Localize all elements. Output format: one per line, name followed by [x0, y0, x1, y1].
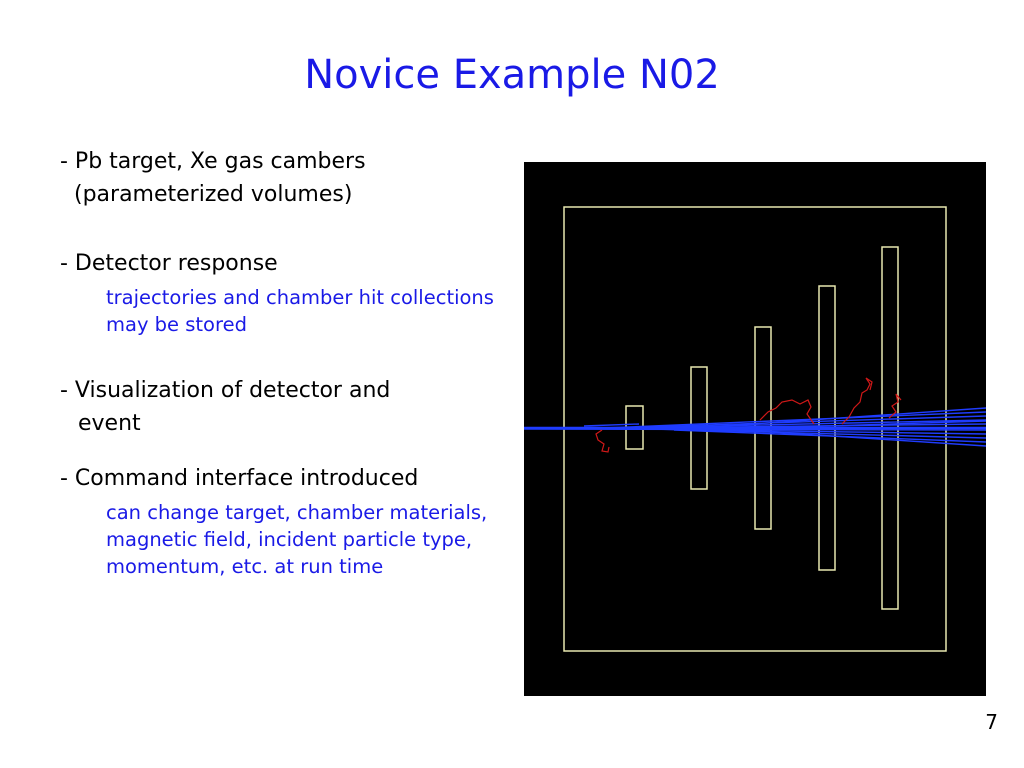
bullet-4-sub: can change target, chamber materials, magnetic field, incident particle type, momentum, etc. at run time — [106, 501, 488, 578]
bullet-3-line-1: - Visualization of detector and — [60, 378, 391, 403]
detector-visualization — [524, 162, 986, 696]
bullet-2-line-1: - Detector response — [60, 251, 278, 276]
detector-visualization-svg — [524, 162, 986, 696]
bullet-1-line-2: (parameterized volumes) — [74, 182, 353, 207]
bullet-2-sub: trajectories and chamber hit collections may be stored — [106, 286, 494, 336]
slide-title: Novice Example N02 — [304, 52, 720, 98]
bullet-4-line-1: - Command interface introduced — [60, 466, 419, 491]
bullet-3-line-2: event — [78, 411, 141, 436]
page-number: 7 — [985, 710, 998, 734]
bullet-1-line-1: - Pb target, Xe gas cambers — [60, 149, 366, 174]
bullet-list — [60, 145, 510, 580]
secondary-tracks — [596, 378, 901, 452]
